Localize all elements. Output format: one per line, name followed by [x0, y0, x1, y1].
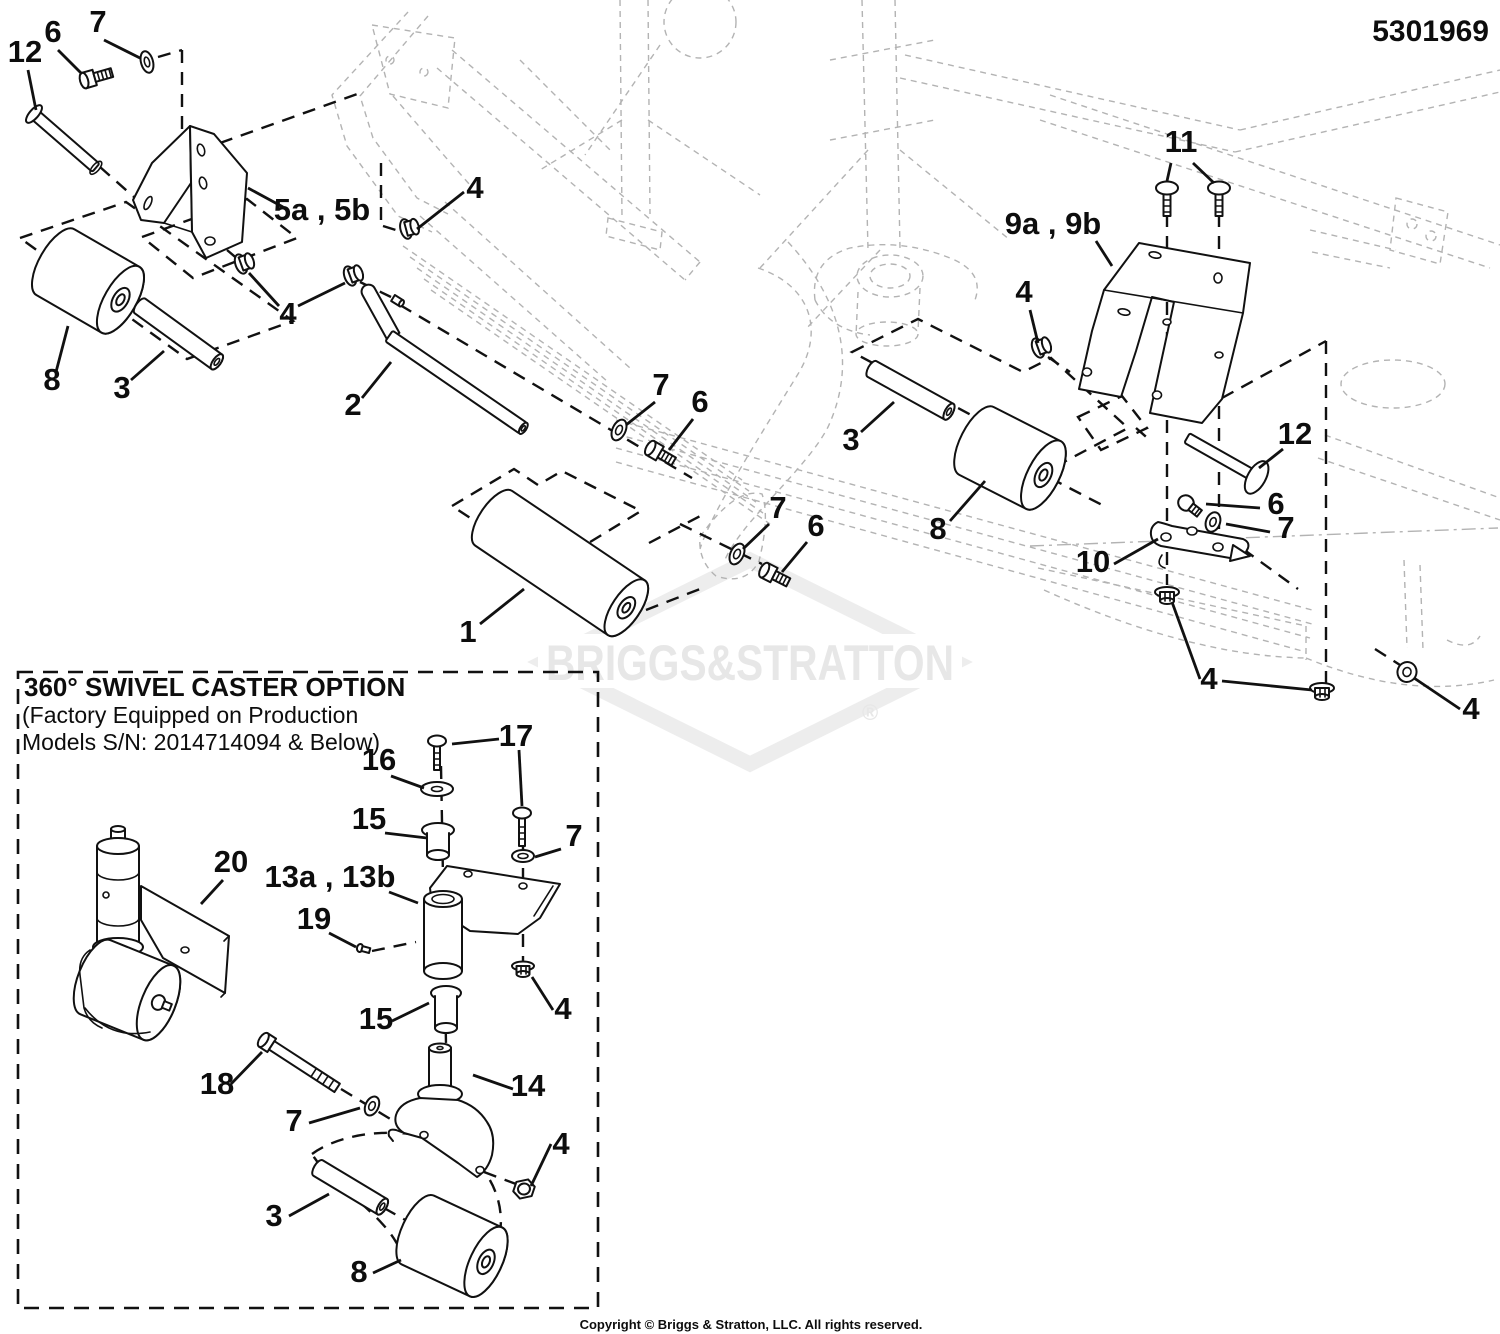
inset-subtitle-line2: Models S/N: 2014714094 & Below)	[22, 729, 380, 755]
callout-8	[43, 326, 68, 397]
part-roller-8-right	[945, 400, 1075, 516]
callout-19	[297, 901, 356, 947]
callout-label: 18	[199, 1066, 235, 1101]
leader-line	[362, 362, 391, 398]
callout-3	[842, 402, 894, 457]
leader-line	[1222, 681, 1312, 690]
part-shaft-3-left	[131, 296, 225, 371]
leader-line	[1206, 504, 1260, 508]
leader-line	[1259, 449, 1283, 468]
callout-label: 4	[466, 170, 484, 205]
part-bushing-15-upper	[422, 823, 454, 860]
callout-label: 7	[285, 1103, 303, 1138]
leader-line	[535, 849, 561, 857]
callout-6	[782, 508, 825, 572]
callout-label: 4	[1200, 661, 1218, 696]
diagram-number: 5301969	[1372, 15, 1489, 48]
callout-label: 12	[7, 34, 43, 69]
callout-12	[1259, 416, 1312, 468]
callout-label: 3	[265, 1198, 283, 1233]
callout-4	[1172, 602, 1312, 696]
callout-label: 7	[89, 4, 107, 39]
leader-line	[1414, 678, 1460, 709]
callout-label: 8	[43, 362, 61, 397]
leader-line	[1226, 524, 1270, 532]
leader-line	[743, 524, 769, 549]
callout-14	[473, 1068, 546, 1103]
part-bracket-13	[424, 866, 560, 979]
leader-line	[28, 70, 36, 110]
callout-label: 13a , 13b	[264, 859, 396, 894]
callout-label: 6	[44, 14, 62, 49]
part-bracket-10	[1151, 522, 1250, 568]
callout-label: 4	[1462, 691, 1480, 726]
inset-subtitle-line1: (Factory Equipped on Production	[22, 702, 359, 728]
leader-line	[201, 880, 223, 904]
callout-label: 6	[807, 508, 825, 543]
callout-label: 8	[929, 511, 947, 546]
callout-label: 4	[279, 296, 297, 331]
leader-line	[950, 481, 985, 521]
leader-line	[1096, 241, 1112, 266]
callout-12	[8, 34, 42, 110]
callout-20	[201, 844, 248, 904]
leader-line	[473, 1075, 513, 1089]
callout-3	[113, 351, 164, 405]
part-pin-12-left	[23, 103, 105, 179]
leader-line	[298, 283, 345, 306]
leader-line	[385, 833, 427, 838]
inset-title: 360° SWIVEL CASTER OPTION	[24, 672, 406, 702]
callout-17	[452, 718, 533, 806]
leader-line	[669, 419, 693, 450]
callout-label: 1	[459, 614, 477, 649]
callout-label: 8	[350, 1254, 368, 1289]
part-roller-8-left	[23, 221, 154, 340]
callout-label: 9a , 9b	[1004, 206, 1102, 241]
leader-line	[391, 776, 424, 788]
callout-label: 20	[213, 844, 249, 879]
part-bolt-6-right	[1175, 492, 1204, 519]
part-fitting-19	[356, 943, 371, 954]
callout-4	[249, 273, 345, 331]
callout-8	[929, 481, 985, 546]
part-rod-2	[359, 282, 529, 435]
callout-15	[359, 1001, 429, 1036]
part-shaft-3-right	[864, 359, 957, 421]
part-fork-14	[389, 1044, 494, 1178]
callout-label: 7	[565, 818, 583, 853]
leader-line	[417, 192, 464, 229]
callout-1	[459, 589, 524, 649]
callout-6	[44, 14, 82, 74]
callout-5a5b	[248, 188, 370, 227]
part-shaft-3-inset	[310, 1158, 390, 1216]
part-roller-8-inset	[387, 1189, 516, 1303]
callout-label: 7	[652, 367, 670, 402]
leader-line	[1172, 602, 1200, 679]
callout-4	[531, 1126, 570, 1186]
part-roller-1	[464, 483, 657, 643]
leader-line	[309, 1108, 360, 1123]
callout-13a13b	[265, 859, 418, 903]
part-washer-7-mid1	[608, 417, 629, 442]
callout-label: 5a , 5b	[273, 192, 371, 227]
callout-label: 6	[691, 384, 709, 419]
part-pin-11-b	[1208, 182, 1230, 217]
callout-18	[200, 1052, 262, 1101]
callout-9a9b	[1005, 206, 1112, 266]
callout-7	[626, 367, 670, 425]
part-bolt-17-b	[513, 808, 531, 847]
leader-line	[58, 50, 82, 74]
part-washer-7-topleft	[138, 50, 155, 74]
leader-line	[861, 402, 894, 432]
part-bolt-17-a	[428, 736, 446, 771]
callout-label: 3	[842, 422, 860, 457]
part-washer-7-right	[1203, 510, 1223, 534]
callout-15	[352, 801, 427, 838]
callout-11	[1165, 124, 1214, 183]
callout-label: 14	[510, 1068, 546, 1103]
part-nut-4-right	[1029, 334, 1053, 359]
part-bracket-5	[133, 126, 247, 258]
callout-4	[417, 170, 484, 229]
callout-label: 4	[554, 991, 572, 1026]
callout-4	[1015, 274, 1038, 343]
part-caster-assembly-20	[65, 826, 229, 1046]
leader-line	[1193, 163, 1214, 183]
leader-line	[626, 402, 655, 425]
part-pin-12-right	[1178, 422, 1273, 497]
callout-label: 17	[498, 718, 534, 753]
callout-10	[1076, 539, 1158, 579]
part-washer-7-inset-upper	[512, 850, 534, 862]
leader-line	[452, 739, 499, 744]
part-pin-11-a	[1156, 182, 1178, 217]
leader-line	[392, 1003, 429, 1021]
watermark-registered-icon: ®	[862, 700, 879, 725]
callout-4	[532, 977, 572, 1026]
callout-3	[265, 1194, 329, 1233]
callout-label: 4	[552, 1126, 570, 1161]
leader-line	[231, 1052, 262, 1084]
callout-7	[285, 1103, 360, 1138]
leader-line	[249, 273, 279, 306]
leader-line	[480, 589, 524, 624]
callout-label: 11	[1164, 124, 1198, 159]
leader-line	[131, 351, 164, 380]
part-washer-16	[421, 782, 453, 796]
callout-label: 3	[113, 370, 131, 405]
part-nut-4-deck-mid	[1310, 683, 1334, 700]
callout-label: 7	[769, 490, 787, 525]
leader-line	[104, 40, 140, 58]
callout-7	[89, 4, 140, 58]
part-nut-4-inset-upper	[512, 962, 534, 978]
callout-label: 15	[358, 1001, 394, 1036]
leader-line	[289, 1194, 329, 1216]
callout-label: 12	[1277, 416, 1313, 451]
callout-7	[535, 818, 583, 857]
callout-label: 7	[1277, 510, 1295, 545]
leader-line	[532, 977, 553, 1010]
leader-line	[519, 750, 522, 806]
leader-line	[373, 1260, 401, 1273]
part-bolt-18	[256, 1031, 342, 1095]
callout-7	[743, 490, 787, 549]
callout-2	[344, 362, 391, 422]
part-washer-7-inset-lower	[362, 1094, 382, 1118]
callout-label: 10	[1075, 544, 1111, 579]
callout-6	[669, 384, 709, 450]
part-bolt-6-topleft	[78, 65, 114, 89]
watermark-brand-text: BRIGGS&STRATTON	[546, 635, 954, 691]
callout-label: 6	[1267, 486, 1285, 521]
callout-label: 16	[361, 742, 397, 777]
part-bushing-15-lower	[431, 986, 461, 1033]
callout-label: 4	[1015, 274, 1033, 309]
callout-label: 19	[296, 901, 332, 936]
leader-line	[782, 542, 807, 572]
callout-label: 15	[351, 801, 387, 836]
callout-4	[1414, 678, 1480, 726]
leader-line	[329, 933, 356, 947]
leader-line	[531, 1144, 551, 1186]
copyright-text: Copyright © Briggs & Stratton, LLC. All rights reserved.	[579, 1317, 923, 1332]
callout-label: 2	[344, 387, 362, 422]
leader-line	[1167, 163, 1171, 181]
part-nut-4-deck-left	[1155, 587, 1179, 604]
callout-8	[350, 1254, 401, 1289]
